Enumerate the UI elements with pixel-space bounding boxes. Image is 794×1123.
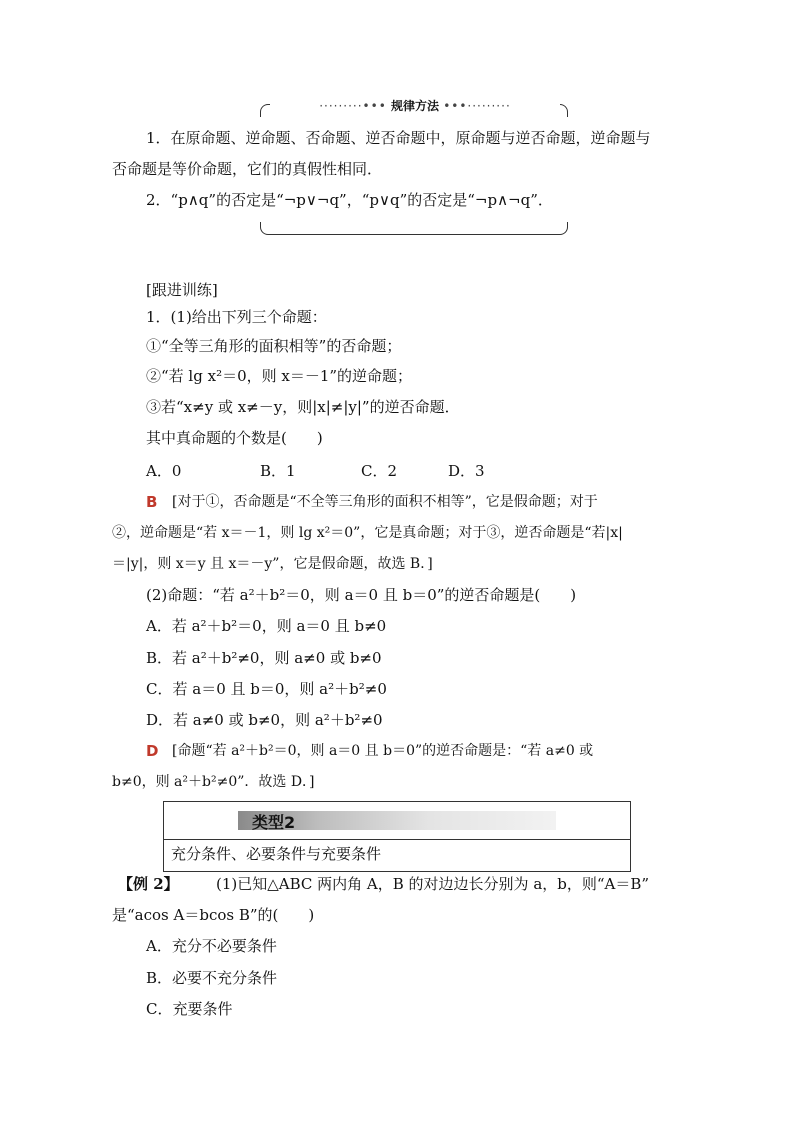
example-line-2: 是“acos A＝bcos B”的( ): [112, 906, 315, 924]
type-label: 类型2: [252, 813, 296, 832]
method-label-dots-right: •••·········: [443, 99, 511, 113]
q1-option-a: A．0: [146, 462, 182, 480]
q2-answer: D: [146, 742, 159, 760]
method-label-text: 规律方法: [390, 99, 439, 113]
method-box-bottom-bracket: [260, 222, 568, 235]
q1-explanation-1: [对于①，否命题是“不全等三角形的面积不相等”，它是假命题；对于: [172, 494, 598, 510]
q1-question: 其中真命题的个数是( ): [146, 429, 323, 447]
q2-option-a: A．若 a²＋b²＝0，则 a＝0 且 b≠0: [146, 617, 387, 635]
q1-explanation-3: ＝|y|，则 x＝y 且 x＝－y”，它是假命题，故选 B．]: [112, 556, 433, 572]
q2-explanation-1: [命题“若 a²＋b²＝0，则 a＝0 且 b＝0”的逆否命题是：“若 a≠0 或: [172, 743, 594, 759]
method-item-2: 2．“p∧q”的否定是“¬p∨¬q”，“p∨q”的否定是“¬p∧¬q”．: [146, 191, 553, 209]
q2-option-d: D．若 a≠0 或 b≠0，则 a²＋b²≠0: [146, 711, 383, 729]
statement-3: ③若“x≠y 或 x≠－y，则|x|≠|y|”的逆否命题．: [146, 398, 460, 416]
practice-header: [跟进训练]: [146, 281, 218, 299]
q1-intro: 1．(1)给出下列三个命题：: [146, 308, 327, 326]
example-line-1: (1)已知△ABC 两内角 A，B 的对边边长分别为 a，b，则“A＝B”: [216, 875, 650, 893]
method-item-1a: 1．在原命题、逆命题、否命题、逆否命题中，原命题与逆否命题，逆命题与: [146, 129, 651, 147]
example-option-a: A．充分不必要条件: [146, 937, 277, 955]
type-divider: [164, 839, 630, 840]
q1-option-b: B．1: [260, 462, 296, 480]
example-option-c: C．充要条件: [146, 1000, 233, 1018]
method-label-dots-left: ·········•••: [319, 99, 387, 113]
q2-option-b: B．若 a²＋b²≠0，则 a≠0 或 b≠0: [146, 649, 382, 667]
q2-question: (2)命题：“若 a²＋b²＝0，则 a＝0 且 b＝0”的逆否命题是( ): [146, 586, 577, 604]
q1-option-c: C．2: [361, 462, 398, 480]
method-box-label: [270, 98, 560, 114]
example-tag: 【例 2】: [118, 875, 179, 893]
q2-option-c: C．若 a＝0 且 b＝0，则 a²＋b²≠0: [146, 680, 387, 698]
q1-explanation-2: ②，逆命题是“若 x＝－1，则 lg x²＝0”，它是真命题；对于③，逆否命题是“若|x|: [112, 525, 623, 541]
q2-explanation-2: b≠0，则 a²＋b²≠0”．故选 D．]: [112, 774, 315, 790]
type-box: [163, 801, 631, 872]
statement-1: ①“全等三角形的面积相等”的否命题；: [146, 337, 402, 355]
q1-answer: B: [146, 493, 158, 511]
statement-2: ②“若 lg x²＝0，则 x＝－1”的逆命题；: [146, 367, 413, 385]
q1-option-d: D．3: [448, 462, 485, 480]
method-item-1b: 否命题是等价命题，它们的真假性相同．: [112, 160, 383, 178]
type-title: 充分条件、必要条件与充要条件: [171, 845, 382, 863]
example-option-b: B．必要不充分条件: [146, 969, 278, 987]
